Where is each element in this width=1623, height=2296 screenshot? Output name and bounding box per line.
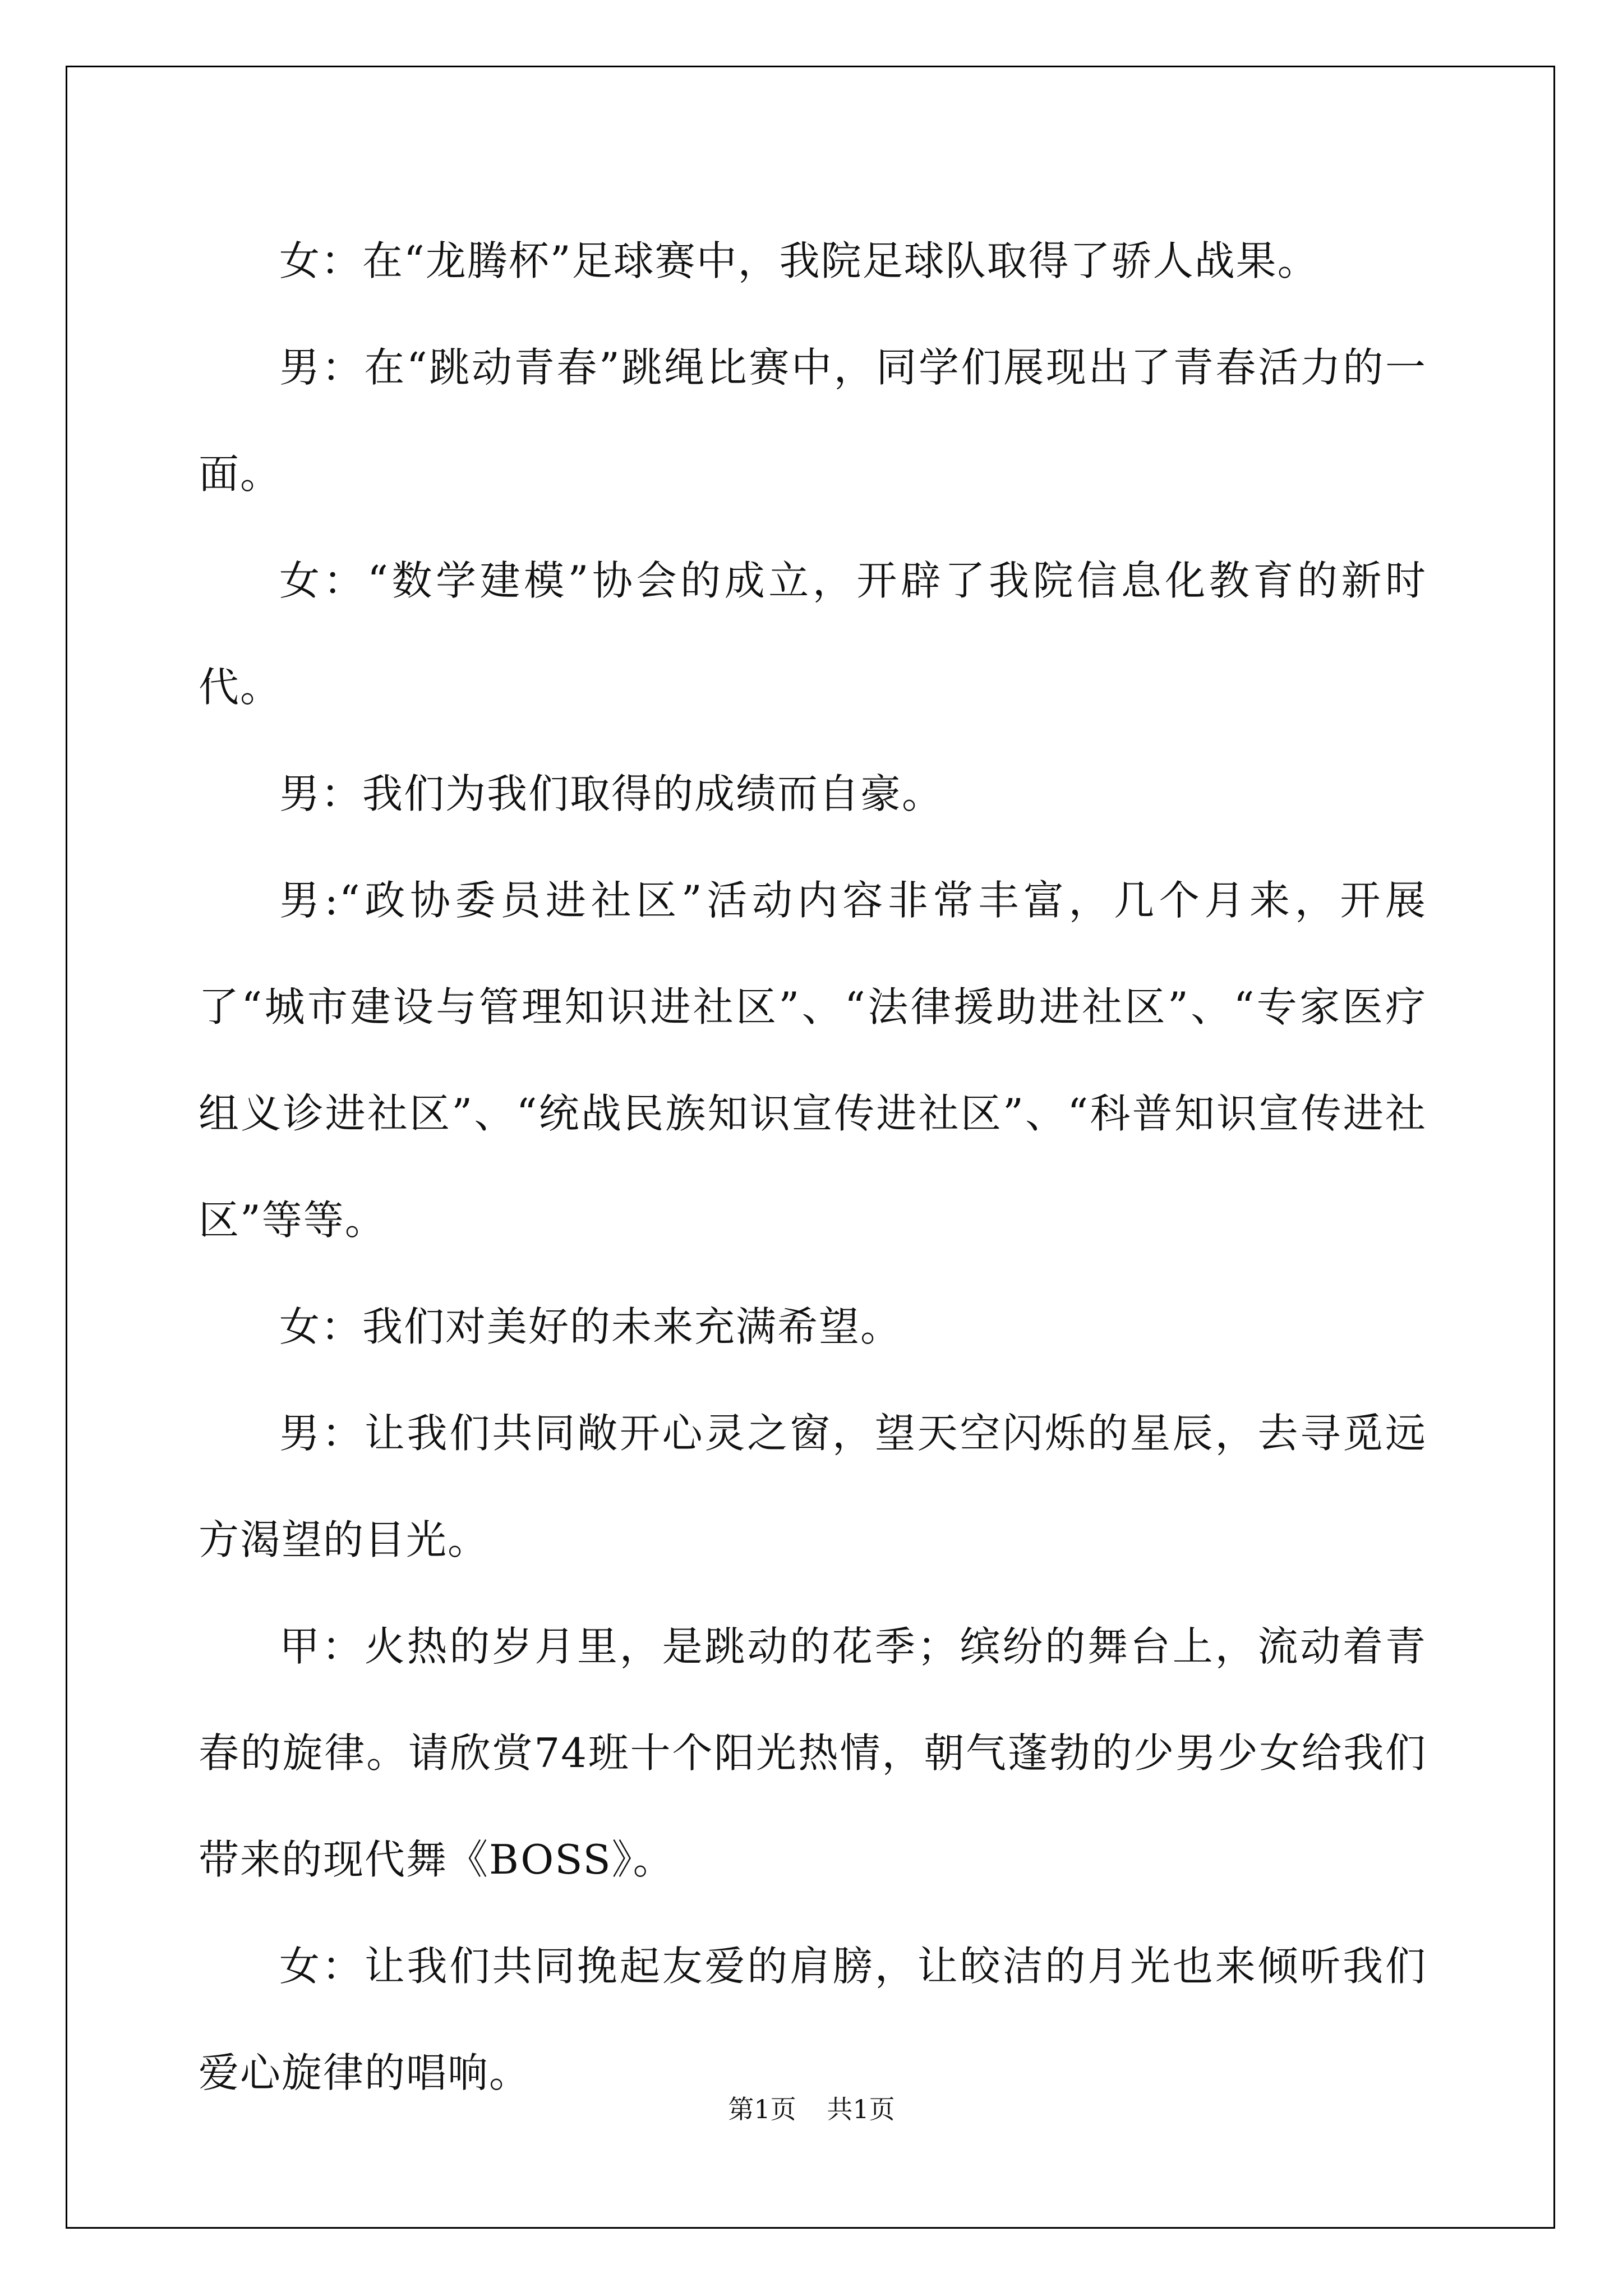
paragraph: 男:“政协委员进社区”活动内容非常丰富，几个月来，开展了“城市建设与管理知识进社区”、“法律援助进社区”、“专家医疗组义诊进社区”、“统战民族知识宣传进社区”、“科普知识宣传进社区”等等。	[199, 877, 1427, 1244]
paragraph: 男：我们为我们取得的成绩而自豪。	[279, 770, 944, 817]
paragraph: 男：在“跳动青春”跳绳比赛中，同学们展现出了青春活力的一面。	[199, 344, 1427, 498]
paragraph: 女：在“龙腾杯”足球赛中，我院足球队取得了骄人战果。	[279, 237, 1319, 284]
page-total: 共1页	[827, 2094, 895, 2124]
paragraph: 甲：火热的岁月里，是跳动的花季；缤纷的舞台上，流动着青春的旋律。请欣赏74班十个阳光热情，朝气蓬勃的少男少女给我们带来的现代舞《BOSS》。	[199, 1623, 1427, 1883]
document-body	[199, 208, 1427, 2126]
page-footer	[0, 2092, 1623, 2126]
paragraph: 女：让我们共同挽起友爱的肩膀，让皎洁的月光也来倾听我们爱心旋律的唱响。	[199, 1943, 1427, 2096]
paragraph: 男：让我们共同敞开心灵之窗，望天空闪烁的星辰，去寻觅远方渴望的目光。	[199, 1410, 1427, 1563]
page-number: 第1页	[728, 2094, 796, 2124]
paragraph: 女：我们对美好的未来充满希望。	[279, 1303, 902, 1350]
paragraph: 女：“数学建模”协会的成立，开辟了我院信息化教育的新时代。	[199, 557, 1427, 711]
